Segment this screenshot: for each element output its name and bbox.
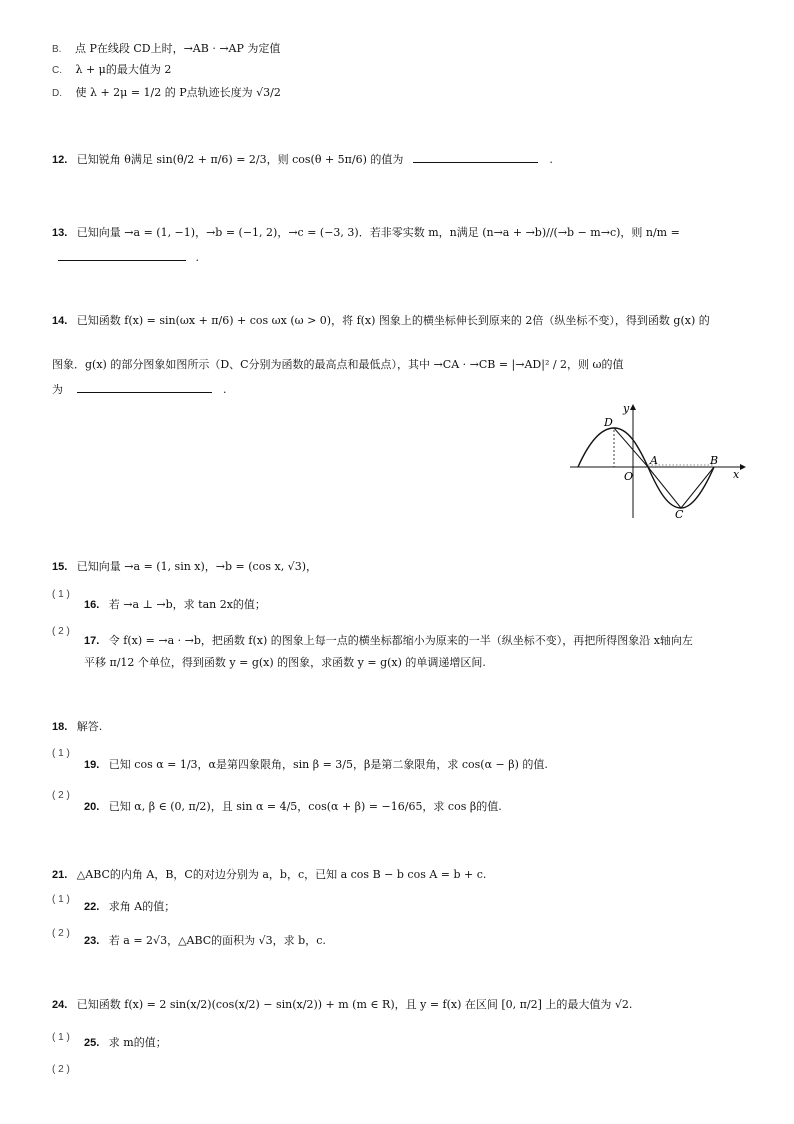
question-text: 已知 α, β ∈ (0, π/2)，且 sin α = 4/5，cos(α + β) = −16/65，求 cos β的值. [108, 800, 502, 813]
question-text: 求角 A的值； [108, 900, 176, 913]
question-13 [52, 226, 680, 240]
part-label-2: ( 2 ) [52, 626, 70, 637]
label-d: D [604, 416, 613, 429]
question-text: 求 m的值； [108, 1036, 167, 1049]
option-d-label: D. [52, 88, 62, 99]
question-number: 12. [52, 154, 68, 166]
question-12 [52, 152, 553, 167]
part-label-1: ( 1 ) [52, 1032, 70, 1043]
question-17 [84, 634, 693, 648]
question-16 [84, 598, 266, 612]
option-d [52, 86, 281, 101]
question-number: 22. [84, 901, 100, 913]
question-22 [84, 900, 175, 914]
sine-curve [578, 428, 714, 508]
option-b-label: B. [52, 44, 62, 55]
label-y: y [623, 402, 630, 415]
period: . [223, 383, 227, 396]
question-text: 已知锐角 θ满足 sin(θ/2 + π/6) = 2/3，则 cos(θ + 5π/6) 的值为 [76, 153, 404, 166]
x-axis-arrow-icon [740, 464, 746, 470]
label-o: O [624, 470, 634, 483]
question-number: 23. [84, 935, 100, 947]
question-text: 若 a = 2√3，△ABC的面积为 √3，求 b，c. [108, 934, 326, 947]
option-b-text: 点 P在线段 CD上时，→AB · →AP 为定值 [74, 42, 281, 55]
part-label-2: ( 2 ) [52, 928, 70, 939]
question-14-line3 [52, 382, 227, 397]
question-17-line2: 平移 π/12 个单位，得到函数 y = g(x) 的图象，求函数 y = g(x) 的单调递增区间. [84, 656, 486, 669]
question-text-line3: 为 [52, 383, 63, 396]
question-number: 15. [52, 561, 68, 573]
question-number: 16. [84, 599, 100, 611]
answer-blank[interactable] [58, 250, 186, 261]
question-text: △ABC的内角 A，B，C的对边分别为 a，b，c，已知 a cos B − b cos A = b + c. [76, 868, 487, 881]
option-c-label: C. [52, 65, 62, 76]
question-number: 24. [52, 999, 68, 1011]
option-d-text: 使 λ + 2μ = 1/2 的 P点轨迹长度为 √3/2 [75, 86, 281, 99]
function-graph [568, 400, 748, 525]
question-text-line1: 已知函数 f(x) = sin(ωx + π/6) + cos ωx (ω > 0)，将 f(x) 图象上的横坐标伸长到原来的 2倍（纵坐标不变），得到函数 g(x) 的 [76, 314, 710, 327]
part-label-2: ( 2 ) [52, 1064, 70, 1075]
question-number: 13. [52, 227, 68, 239]
question-19 [84, 758, 548, 772]
question-text-line1: 令 f(x) = →a · →b，把函数 f(x) 的图象上每一点的横坐标都缩小为原来的一半（纵坐标不变），再把所得图象沿 x轴向左 [108, 634, 693, 647]
option-b [52, 42, 280, 57]
period: . [549, 153, 553, 166]
question-15 [52, 560, 317, 574]
question-number: 17. [84, 635, 100, 647]
label-x: x [733, 468, 740, 481]
question-text: 已知向量 →a = (1, sin x)，→b = (cos x, √3)， [76, 560, 317, 573]
question-number: 21. [52, 869, 68, 881]
answer-blank[interactable] [77, 382, 212, 393]
question-text: 已知向量 →a = (1, −1)，→b = (−1, 2)，→c = (−3, 3)．若非零实数 m，n满足 (n→a + →b)//(→b − m→c)，则 n/m = [76, 226, 680, 239]
period: . [195, 251, 199, 264]
y-axis-arrow-icon [630, 404, 636, 410]
question-14 [52, 314, 710, 328]
label-b: B [710, 454, 719, 467]
question-text: 已知 cos α = 1/3，α是第四象限角，sin β = 3/5，β是第二象限角，求 cos(α − β) 的值. [108, 758, 548, 771]
part-label-1: ( 1 ) [52, 748, 70, 759]
label-a: A [650, 454, 658, 467]
question-23 [84, 934, 326, 948]
question-25 [84, 1036, 167, 1050]
option-c [52, 63, 171, 78]
option-c-text: λ + μ的最大值为 2 [75, 63, 172, 76]
question-number: 25. [84, 1037, 100, 1049]
question-number: 14. [52, 315, 68, 327]
question-18 [52, 720, 102, 734]
part-label-1: ( 1 ) [52, 589, 70, 600]
segment-ca [648, 467, 681, 508]
segment-ad [614, 428, 648, 467]
label-c: C [675, 508, 684, 521]
question-24 [52, 998, 632, 1012]
question-text: 解答. [76, 720, 103, 733]
answer-blank[interactable] [413, 152, 538, 163]
question-number: 20. [84, 801, 100, 813]
question-14-line2: 图象．g(x) 的部分图象如图所示（D、C分别为函数的最高点和最低点），其中 →CA · →CB = |→AD|² / 2，则 ω的值 [52, 358, 624, 371]
question-20 [84, 800, 502, 814]
question-number: 18. [52, 721, 68, 733]
question-text: 若 →a ⊥ →b，求 tan 2x的值； [108, 598, 266, 611]
question-21 [52, 868, 486, 882]
question-text: 已知函数 f(x) = 2 sin(x/2)(cos(x/2) − sin(x/2)) + m (m ∈ R)，且 y = f(x) 在区间 [0, π/2] 上的最大值为 √2. [76, 998, 633, 1011]
part-label-1: ( 1 ) [52, 894, 70, 905]
part-label-2: ( 2 ) [52, 790, 70, 801]
question-13-blank-line [58, 250, 199, 265]
question-number: 19. [84, 759, 100, 771]
segment-cb [681, 467, 714, 508]
